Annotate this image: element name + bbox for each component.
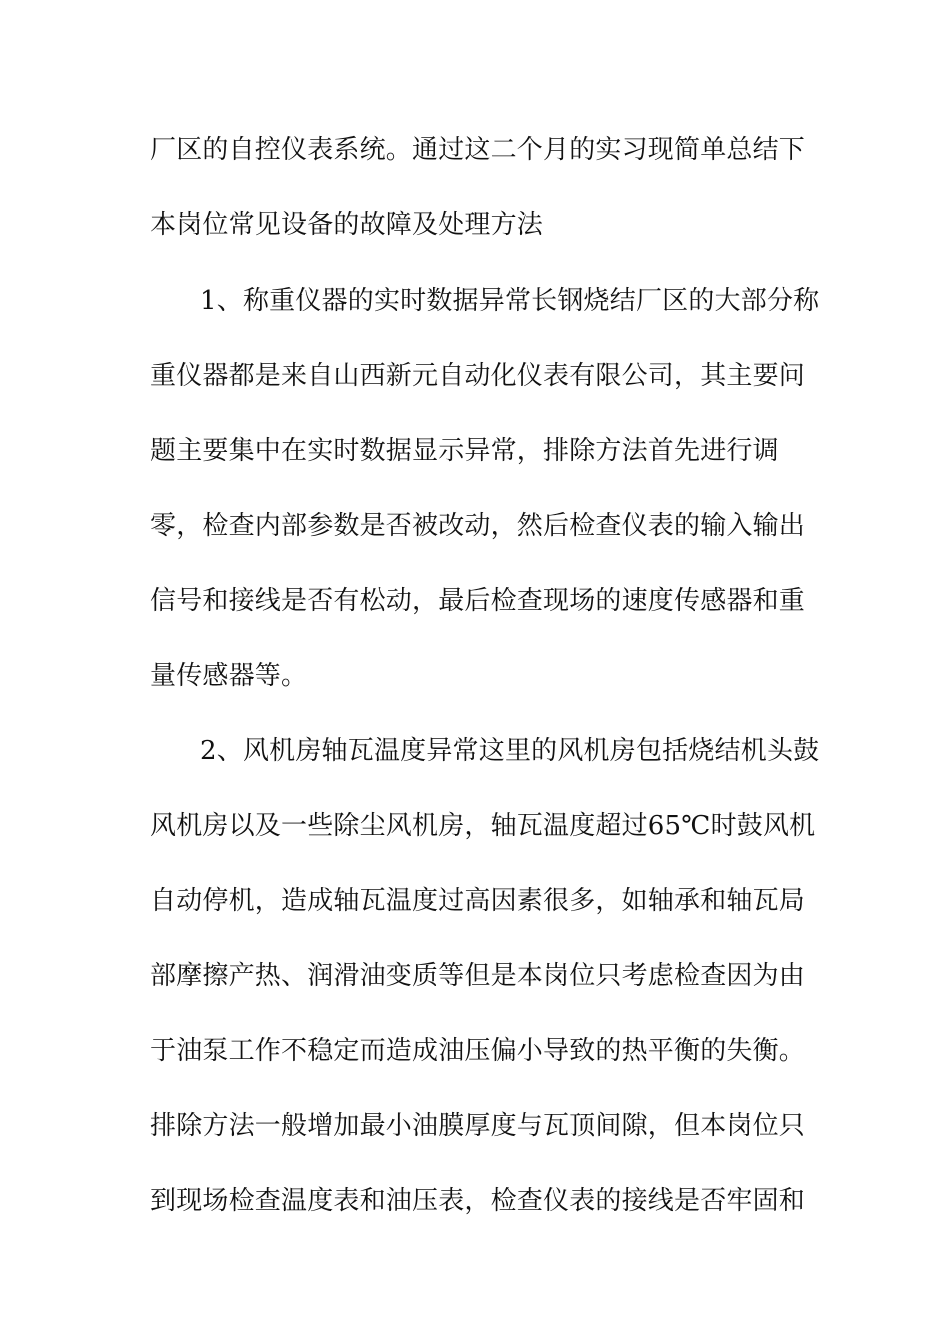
text-line-2: 本岗位常见设备的故障及处理方法: [150, 210, 544, 240]
paragraph-2-line-1: 2、风机房轴瓦温度异常这里的风机房包括烧结机头鼓: [200, 736, 820, 766]
text-line-1: 厂区的自控仪表系统。通过这二个月的实习现简单总结下: [150, 135, 806, 165]
paragraph-1-line-4: 零，检查内部参数是否被改动，然后检查仪表的输入输出: [150, 511, 806, 541]
paragraph-1-line-2: 重仪器都是来自山西新元自动化仪表有限公司，其主要问: [150, 361, 806, 391]
paragraph-2-line-4: 部摩擦产热、润滑油变质等但是本岗位只考虑检查因为由: [150, 961, 806, 991]
paragraph-2-line-6: 排除方法一般增加最小油膜厚度与瓦顶间隙，但本岗位只: [150, 1111, 806, 1141]
paragraph-1-line-6: 量传感器等。: [150, 661, 308, 691]
paragraph-1-line-1: 1、称重仪器的实时数据异常长钢烧结厂区的大部分称: [200, 286, 820, 316]
paragraph-2-line-2: 风机房以及一些除尘风机房，轴瓦温度超过65℃时鼓风机: [150, 811, 816, 841]
paragraph-1-line-5: 信号和接线是否有松动，最后检查现场的速度传感器和重: [150, 586, 806, 616]
paragraph-1-line-3: 题主要集中在实时数据显示异常，排除方法首先进行调: [150, 436, 779, 466]
paragraph-2-line-5: 于油泵工作不稳定而造成油压偏小导致的热平衡的失衡。: [150, 1036, 806, 1066]
paragraph-2-line-3: 自动停机，造成轴瓦温度过高因素很多，如轴承和轴瓦局: [150, 886, 806, 916]
paragraph-2-line-7: 到现场检查温度表和油压表，检查仪表的接线是否牢固和: [150, 1186, 806, 1216]
